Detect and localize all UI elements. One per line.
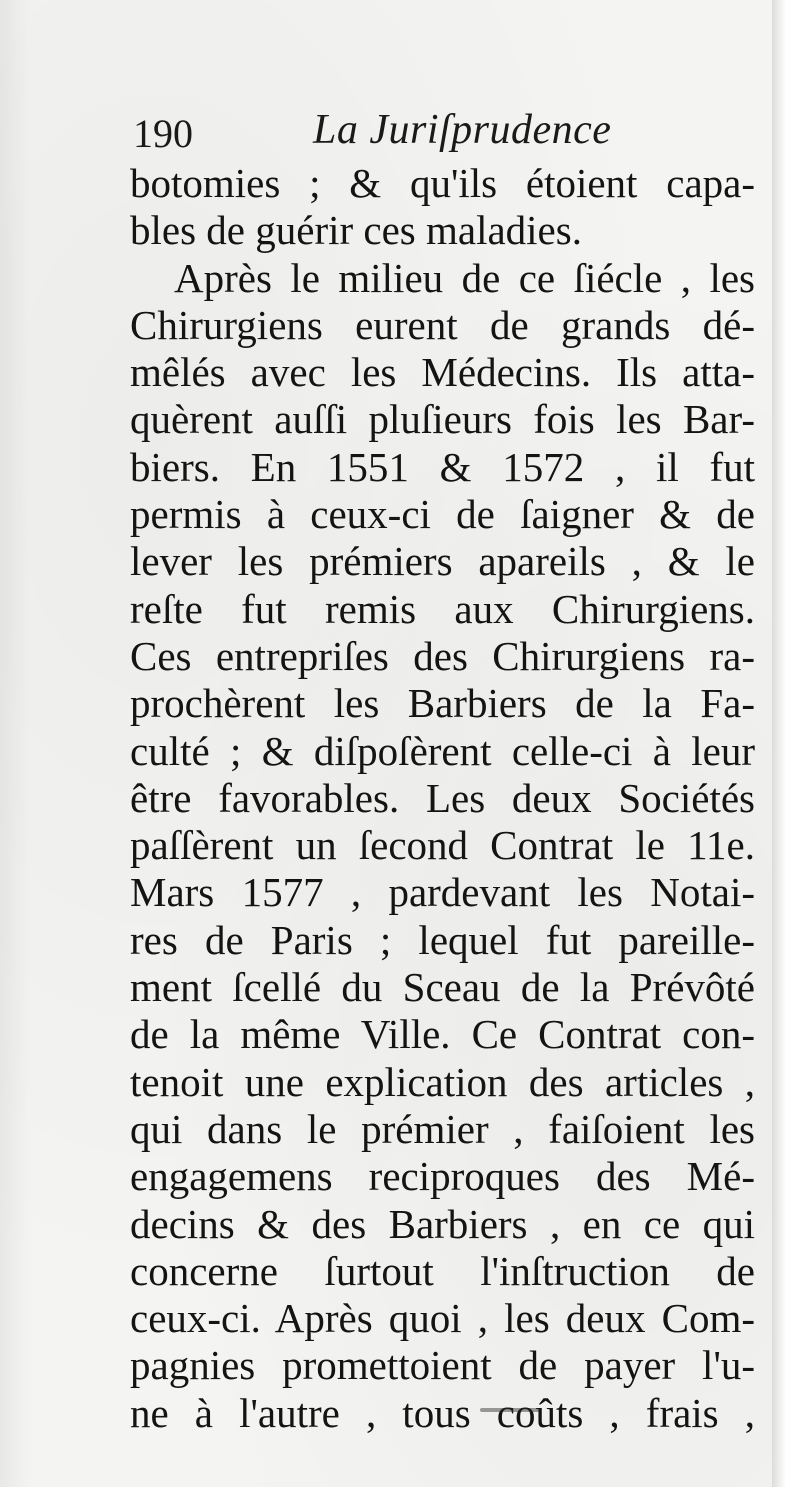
- text-line: qui dans le prémier , faiſoient les: [130, 1105, 755, 1152]
- text-line: culté ; & diſpoſèrent celle-ci à leur: [130, 727, 755, 774]
- text-line: res de Paris ; lequel fut pareille-: [130, 916, 755, 963]
- text-line: tenoit une explication des articles ,: [130, 1058, 755, 1105]
- running-head: [133, 104, 633, 158]
- page-number: 190: [133, 111, 193, 156]
- text-line: lever les prémiers apareils , & le: [130, 538, 755, 585]
- text-line: bles de guérir ces maladies.: [130, 207, 582, 254]
- body-text: [130, 160, 755, 1437]
- text-line: Après le milieu de ce ſiécle , les: [174, 254, 755, 301]
- text-line: ment ſcellé du Sceau de la Prévôté: [130, 964, 755, 1011]
- text-line: reſte fut remis aux Chirurgiens.: [130, 585, 755, 632]
- text-line: Mars 1577 , pardevant les Notai-: [130, 869, 755, 916]
- text-line: concerne ſurtout l'inſtruction de: [130, 1247, 755, 1294]
- text-line: ne à l'autre , tous coûts , frais ,: [130, 1389, 755, 1436]
- text-line: de la même Ville. Ce Contrat con-: [130, 1011, 755, 1058]
- text-line: Chirurgiens eurent de grands dé-: [130, 301, 755, 348]
- text-line: Ces entrepriſes des Chirurgiens ra-: [130, 632, 755, 679]
- text-line: paſſèrent un ſecond Contrat le 11e.: [130, 822, 755, 869]
- text-line: engagemens reciproques des Mé-: [130, 1153, 755, 1200]
- ink-mark: [480, 1408, 540, 1412]
- running-title: La Juriſprudence: [313, 107, 612, 153]
- page-edge: [772, 0, 786, 1487]
- text-line: mêlés avec les Médecins. Ils atta-: [130, 349, 755, 396]
- text-line: botomies ; & qu'ils étoient capa-: [130, 160, 755, 206]
- text-line: pagnies promettoient de payer l'u-: [130, 1342, 755, 1389]
- text-line: être favorables. Les deux Sociétés: [130, 774, 755, 821]
- text-line: biers. En 1551 & 1572 , il fut: [130, 443, 755, 490]
- text-line: permis à ceux-ci de ſaigner & de: [130, 491, 755, 538]
- text-line: decins & des Barbiers , en ce qui: [130, 1200, 755, 1247]
- text-line: ceux-ci. Après quoi , les deux Com-: [130, 1295, 755, 1342]
- text-line: prochèrent les Barbiers de la Fa-: [130, 680, 755, 727]
- text-line: quèrent auſſi pluſieurs fois les Bar-: [130, 396, 755, 443]
